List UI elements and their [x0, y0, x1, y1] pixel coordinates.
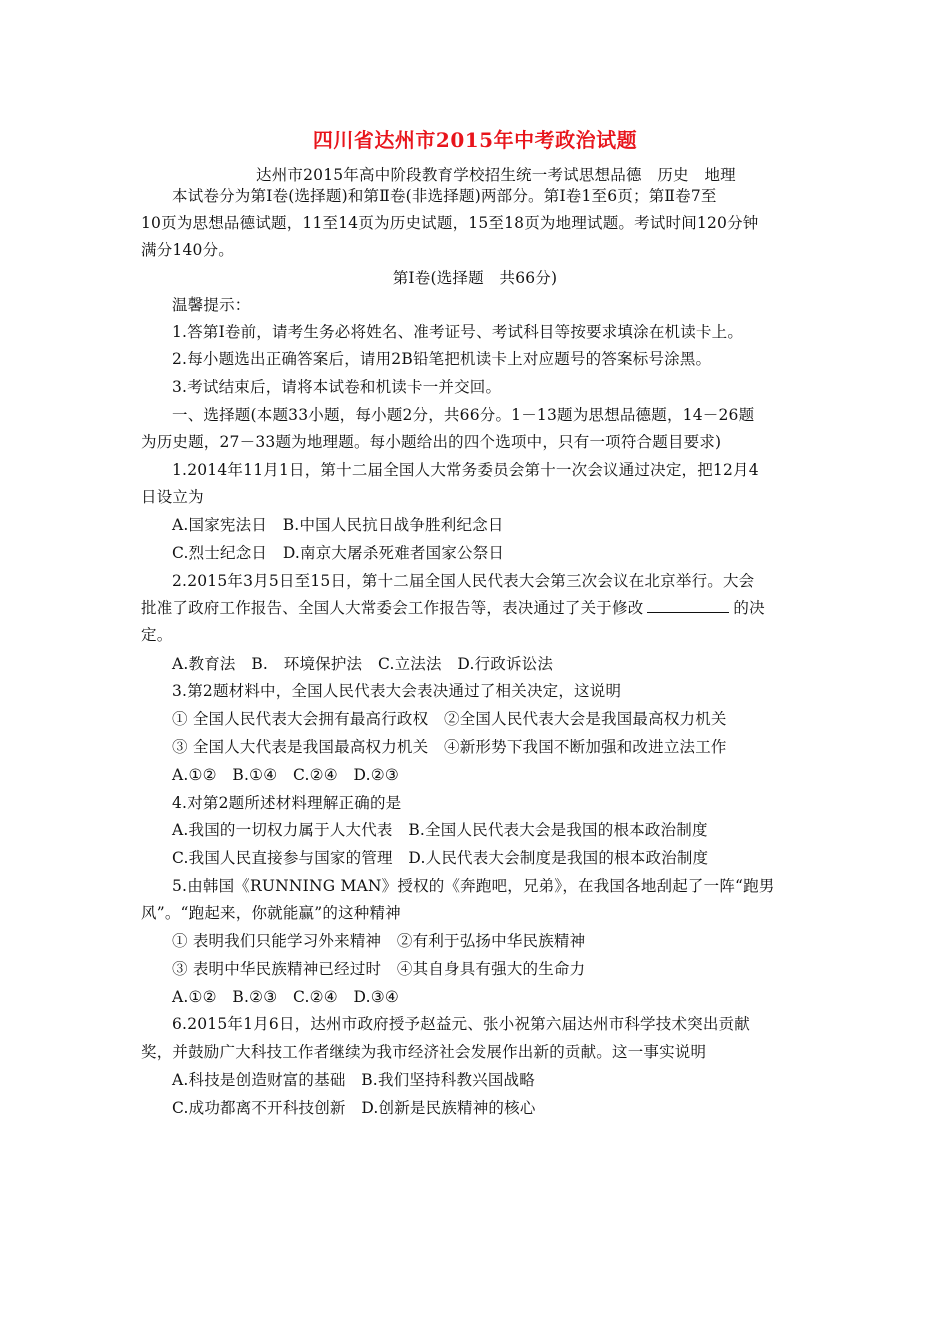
question-1-stem: 日设立为	[141, 488, 204, 506]
tip-item: 3.考试结束后，请将本试卷和机读卡一并交回。	[172, 378, 502, 396]
question-1-options: A.国家宪法日 B.中国人民抗日战争胜利纪念日	[172, 516, 504, 534]
intro-line-1: 本试卷分为第Ⅰ卷(选择题)和第Ⅱ卷(非选择题)两部分。第Ⅰ卷1至6页；第Ⅱ卷7至	[172, 187, 717, 205]
question-6-stem: 奖，并鼓励广大科技工作者继续为我市经济社会发展作出新的贡献。这一事实说明	[141, 1043, 707, 1061]
question-5-stem: 5.由韩国《RUNNING MAN》授权的《奔跑吧，兄弟》，在我国各地刮起了一阵“跑男	[172, 877, 775, 895]
question-2-options: A.教育法 B. 环境保护法 C.立法法 D.行政诉讼法	[172, 655, 554, 673]
question-1-options: C.烈士纪念日 D.南京大屠杀死难者国家公祭日	[172, 544, 505, 562]
question-2-stem: 定。	[141, 626, 173, 644]
question-2-stem	[141, 598, 765, 618]
question-2-stem: 2.2015年3月5日至15日，第十二届全国人民代表大会第三次会议在北京举行。大会	[172, 572, 755, 590]
part1-instructions: 为历史题，27－33题为地理题。每小题给出的四个选项中，只有一项符合题目要求)	[141, 433, 722, 451]
question-5-item: ① 表明我们只能学习外来精神 ②有利于弘扬中华民族精神	[172, 932, 586, 950]
question-4-stem: 4.对第2题所述材料理解正确的是	[172, 794, 402, 812]
question-5-stem: 风”。“跑起来，你就能赢”的这种精神	[141, 904, 401, 922]
answer-blank	[647, 598, 729, 613]
tip-item: 2.每小题选出正确答案后，请用2B铅笔把机读卡上对应题号的答案标号涂黑。	[172, 350, 712, 368]
question-4-options: A.我国的一切权力属于人大代表 B.全国人民代表大会是我国的根本政治制度	[172, 821, 708, 839]
question-3-item: ③ 全国人大代表是我国最高权力机关 ④新形势下我国不断加强和改进立法工作	[172, 738, 727, 756]
question-6-options: A.科技是创造财富的基础 B.我们坚持科教兴国战略	[172, 1071, 535, 1089]
intro-line-2: 10页为思想品德试题，11至14页为历史试题，15至18页为地理试题。考试时间120分钟	[141, 214, 759, 232]
question-3-item: ① 全国人民代表大会拥有最高行政权 ②全国人民代表大会是我国最高权力机关	[172, 710, 727, 728]
question-2-stem-text: 的决	[733, 599, 765, 617]
page-title: 四川省达州市2015年中考政治试题	[312, 128, 638, 152]
intro-line-3: 满分140分。	[141, 241, 234, 259]
question-5-options: A.①② B.②③ C.②④ D.③④	[172, 988, 399, 1006]
question-2-stem-text: 批准了政府工作报告、全国人大常委会工作报告等，表决通过了关于修改	[141, 599, 644, 617]
question-3-options: A.①② B.①④ C.②④ D.②③	[172, 766, 399, 784]
part1-instructions: 一、选择题(本题33小题，每小题2分，共66分。1－13题为思想品德题，14－26题	[172, 406, 755, 424]
question-6-stem: 6.2015年1月6日，达州市政府授予赵益元、张小祝第六届达州市科学技术突出贡献	[172, 1015, 750, 1033]
question-4-options: C.我国人民直接参与国家的管理 D.人民代表大会制度是我国的根本政治制度	[172, 849, 709, 867]
section-heading: 第Ⅰ卷(选择题 共66分)	[392, 269, 558, 287]
tips-heading: 温馨提示：	[172, 296, 251, 314]
question-1-stem: 1.2014年11月1日，第十二届全国人大常务委员会第十一次会议通过决定，把12月4	[172, 461, 759, 479]
question-6-options: C.成功都离不开科技创新 D.创新是民族精神的核心	[172, 1099, 536, 1117]
question-3-stem: 3.第2题材料中，全国人民代表大会表决通过了相关决定，这说明	[172, 682, 622, 700]
exam-subtitle: 达州市2015年高中阶段教育学校招生统一考试思想品德 历史 地理	[256, 166, 736, 184]
tip-item: 1.答第Ⅰ卷前，请考生务必将姓名、准考证号、考试科目等按要求填涂在机读卡上。	[172, 323, 744, 341]
question-5-item: ③ 表明中华民族精神已经过时 ④其自身具有强大的生命力	[172, 960, 586, 978]
